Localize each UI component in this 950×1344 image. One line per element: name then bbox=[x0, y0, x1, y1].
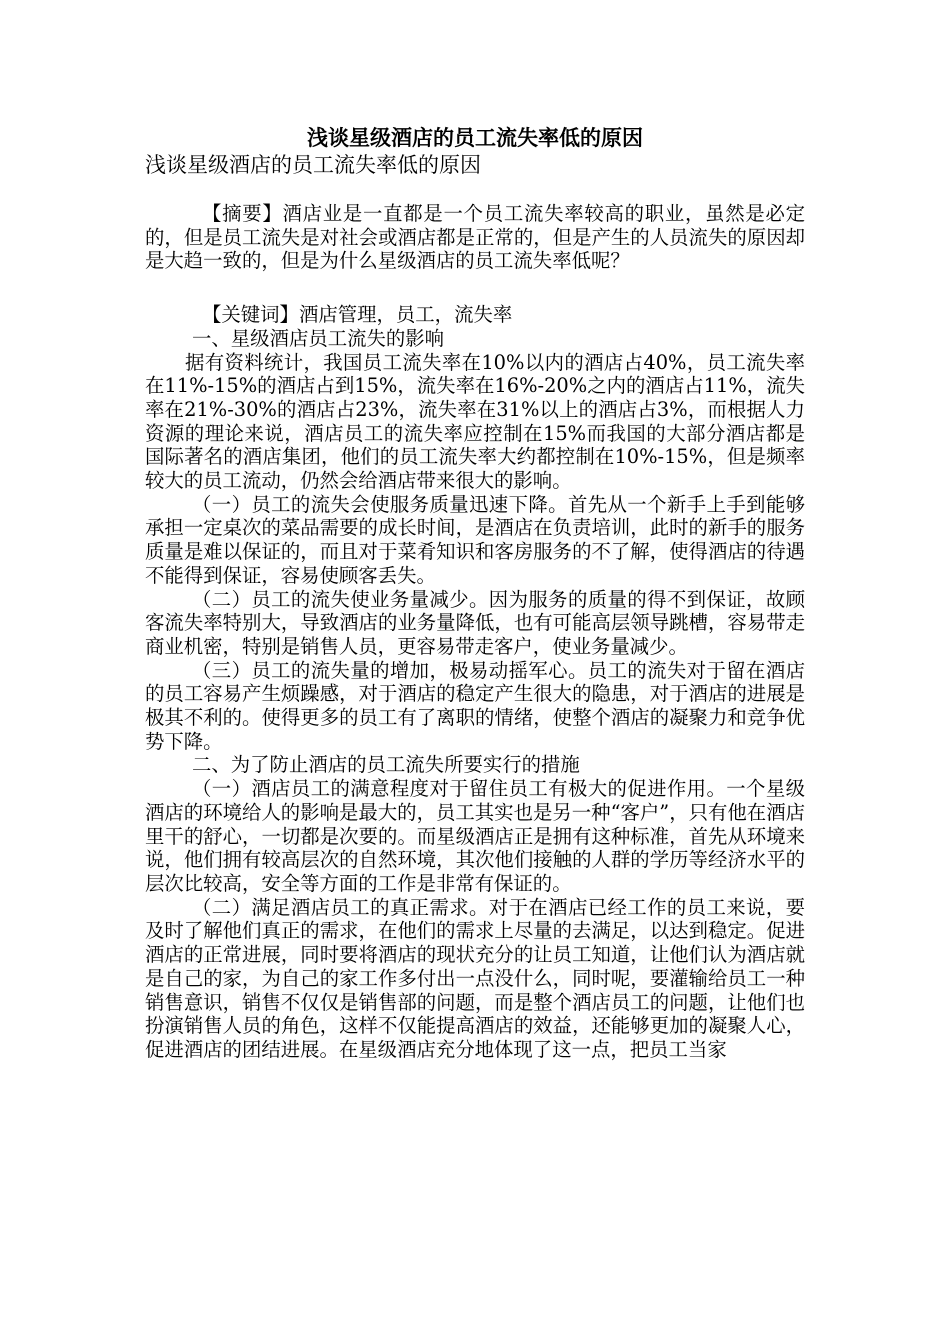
document-body bbox=[145, 152, 805, 1062]
body-paragraph: （三）员工的流失量的增加，极易动摇军心。员工的流失对于留在酒店的员工容易产生烦躁感，对于酒店的稳定产生很大的隐患，对于酒店的进展是极其不利的。使得更多的员工有了离职的情绪，使整个酒店的凝聚力和竞争优势下降。 bbox=[145, 658, 805, 753]
abstract-paragraph: 【摘要】酒店业是一直都是一个员工流失率较高的职业，虽然是必定的，但是员工流失是对社会或酒店都是正常的，但是产生的人员流失的原因却是大趋一致的，但是为什么星级酒店的员工流失率低呢？ bbox=[145, 202, 805, 273]
body-paragraph: （二）满足酒店员工的真正需求。对于在酒店已经工作的员工来说，要及时了解他们真正的需求，在他们的需求上尽量的去满足，以达到稳定。促进酒店的正常进展，同时要将酒店的现状充分的让员工知道，让他们认为酒店就是自己的家，为自己的家工作多付出一点没什么，同时呢，要灌输给员工一种销售意识，销售不仅仅是销售部的问题，而是整个酒店员工的问题，让他们也扮演销售人员的角色，这样不仅能提高酒店的效益，还能够更加的凝聚人心，促进酒店的团结进展。在星级酒店充分地体现了这一点，把员工当家 bbox=[145, 895, 805, 1061]
body-paragraph: （一）员工的流失会使服务质量迅速下降。首先从一个新手上手到能够承担一定桌次的菜品需要的成长时间，是酒店在负责培训，此时的新手的服务质量是难以保证的，而且对于菜肴知识和客房服务的不了解，使得酒店的待遇不能得到保证，容易使顾客丢失。 bbox=[145, 492, 805, 587]
spacer bbox=[145, 273, 805, 303]
section-heading-2: 二、为了防止酒店的员工流失所要实行的措施 bbox=[192, 753, 580, 777]
spacer bbox=[145, 178, 805, 202]
body-paragraph: （一）酒店员工的满意程度对于留住员工有极大的促进作用。一个星级酒店的环境给人的影响是最大的，员工其实也是另一种“客户”，只有他在酒店里干的舒心，一切都是次要的。而星级酒店正是拥有这种标准，首先从环境来说，他们拥有较高层次的自然环境，其次他们接触的人群的学历等经济水平的层次比较高，安全等方面的工作是非常有保证的。 bbox=[145, 777, 805, 895]
section-heading-1: 一、星级酒店员工流失的影响 bbox=[192, 326, 445, 350]
keywords-line: 【关键词】酒店管理，员工，流失率 bbox=[202, 303, 513, 327]
body-paragraph: （二）员工的流失使业务量减少。因为服务的质量的得不到保证，故顾客流失率特别大，导致酒店的业务量降低，也有可能高层领导跳槽，容易带走商业机密，特别是销售人员，更容易带走客户，使业务量减少。 bbox=[145, 587, 805, 658]
document-title: 浅谈星级酒店的员工流失率低的原因 bbox=[307, 126, 643, 150]
document-subtitle: 浅谈星级酒店的员工流失率低的原因 bbox=[145, 153, 481, 177]
body-paragraph: 据有资料统计，我国员工流失率在10%以内的酒店占40%，员工流失率在11%-15%的酒店占到15%，流失率在16%-20%之内的酒店占11%，流失率在21%-30%的酒店占23%，流失率在31%以上的酒店占3%，而根据人力资源的理论来说，酒店员工的流失率应控制在15%而我国的大部分酒店都是国际著名的酒店集团，他们的员工流失率大约都控制在10%-15%，但是频率较大的员工流动，仍然会给酒店带来很大的影响。 bbox=[145, 350, 805, 493]
